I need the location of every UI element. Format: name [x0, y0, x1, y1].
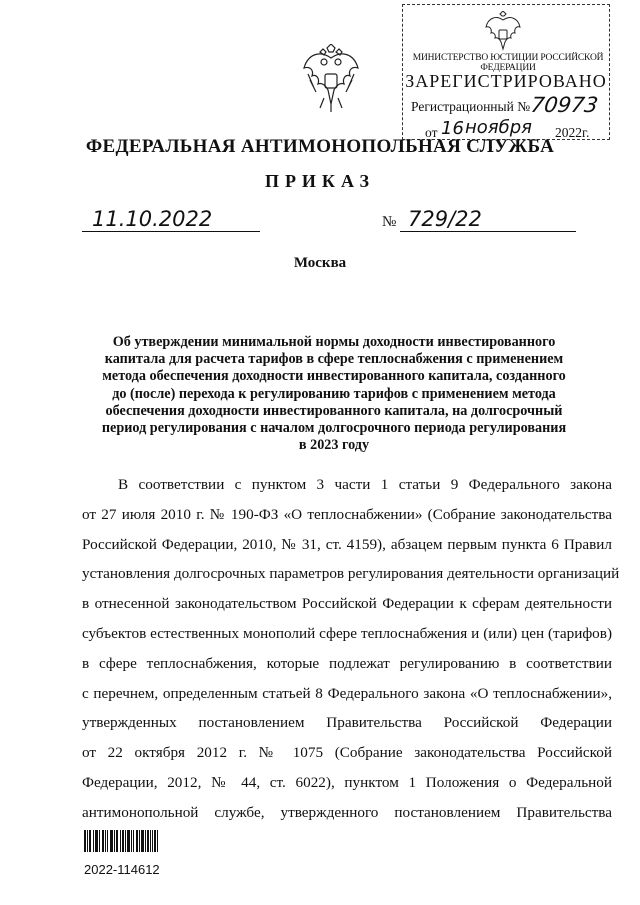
stamp-ministry-name: МИНИСТЕРСТВО ЮСТИЦИИ РОССИЙСКОЙ ФЕДЕРАЦИИ: [412, 53, 604, 73]
body-line: Федерации, 2012, № 44, ст. 6022), пунктом 1 Положения о Федеральной: [82, 773, 612, 791]
stamp-date-month: ноября: [465, 117, 532, 138]
stamp-date-year: 2022г.: [555, 125, 590, 140]
body-line: от 22 октября 2012 г. № 1075 (Собрание законодательства Российской: [82, 744, 612, 762]
body-line: в сфере теплоснабжения, которые подлежат регулированию в соответствии: [82, 654, 612, 672]
body-line: Российской Федерации, 2010, № 31, ст. 4159), абзацем первым пункта 6 Правил: [82, 535, 612, 553]
subject-line: капитала для расчета тарифов в сфере теплоснабжения с применением: [104, 351, 564, 368]
body-line: утвержденных постановлением Правительства Российской Федерации: [82, 714, 612, 732]
body-line: В соответствии с пунктом 3 части 1 статьи 9 Федерального закона: [118, 476, 612, 493]
barcode-icon: [84, 830, 158, 852]
order-body: [82, 470, 620, 828]
registration-stamp: [402, 4, 610, 140]
city: Москва: [293, 255, 347, 271]
body-line: субъектов естественных монополий сфере теплоснабжения и (или) цен (тарифов): [82, 624, 612, 642]
number-sign: №: [382, 214, 397, 230]
body-line: от 27 июля 2010 г. № 190-ФЗ «О теплоснабжении» (Собрание законодательства: [82, 505, 612, 523]
stamp-date-day: 16: [441, 118, 464, 139]
coat-of-arms-icon: [300, 44, 362, 114]
body-line: с перечнем, определенным статьей 8 Федерального закона «О теплоснабжении»,: [82, 684, 612, 702]
subject-line: Об утверждении минимальной нормы доходности инвестированного: [112, 334, 556, 350]
subject-line: до (после) перехода к регулированию тарифов с применением метода: [112, 385, 556, 402]
order-subject: [84, 334, 584, 454]
stamp-status: ЗАРЕГИСТРИРОВАНО: [405, 71, 607, 91]
date-underline: [82, 231, 260, 232]
body-line: в отнесенной законодательством Российской Федерации к сферам деятельности: [82, 595, 612, 613]
document-code: 2022-114612: [84, 862, 160, 877]
order-number: 729/22: [408, 207, 482, 231]
stamp-coat-of-arms-icon: [483, 11, 523, 51]
subject-line: в 2023 году: [298, 437, 370, 454]
body-line: антимонопольной службе, утвержденного постановлением Правительства: [82, 803, 612, 821]
stamp-registration-label: Регистрационный №: [411, 99, 531, 114]
agency-title: ФЕДЕРАЛЬНАЯ АНТИМОНОПОЛЬНАЯ СЛУЖБА: [85, 136, 555, 157]
document-type: ПРИКАЗ: [264, 171, 376, 191]
subject-line: метода обеспечения доходности инвестированного капитала, созданного: [102, 368, 566, 385]
stamp-date-prefix: от: [425, 125, 438, 140]
number-underline: [400, 231, 576, 232]
subject-line: период регулирования с началом долгосрочного периода регулирования: [101, 420, 567, 437]
order-date: 11.10.2022: [92, 207, 213, 231]
subject-line: обеспечения доходности инвестированного капитала, на долгосрочный: [105, 402, 563, 419]
body-line: установления долгосрочных параметров регулирования деятельности организаций: [82, 565, 620, 583]
stamp-registration-number: 70973: [529, 93, 600, 117]
